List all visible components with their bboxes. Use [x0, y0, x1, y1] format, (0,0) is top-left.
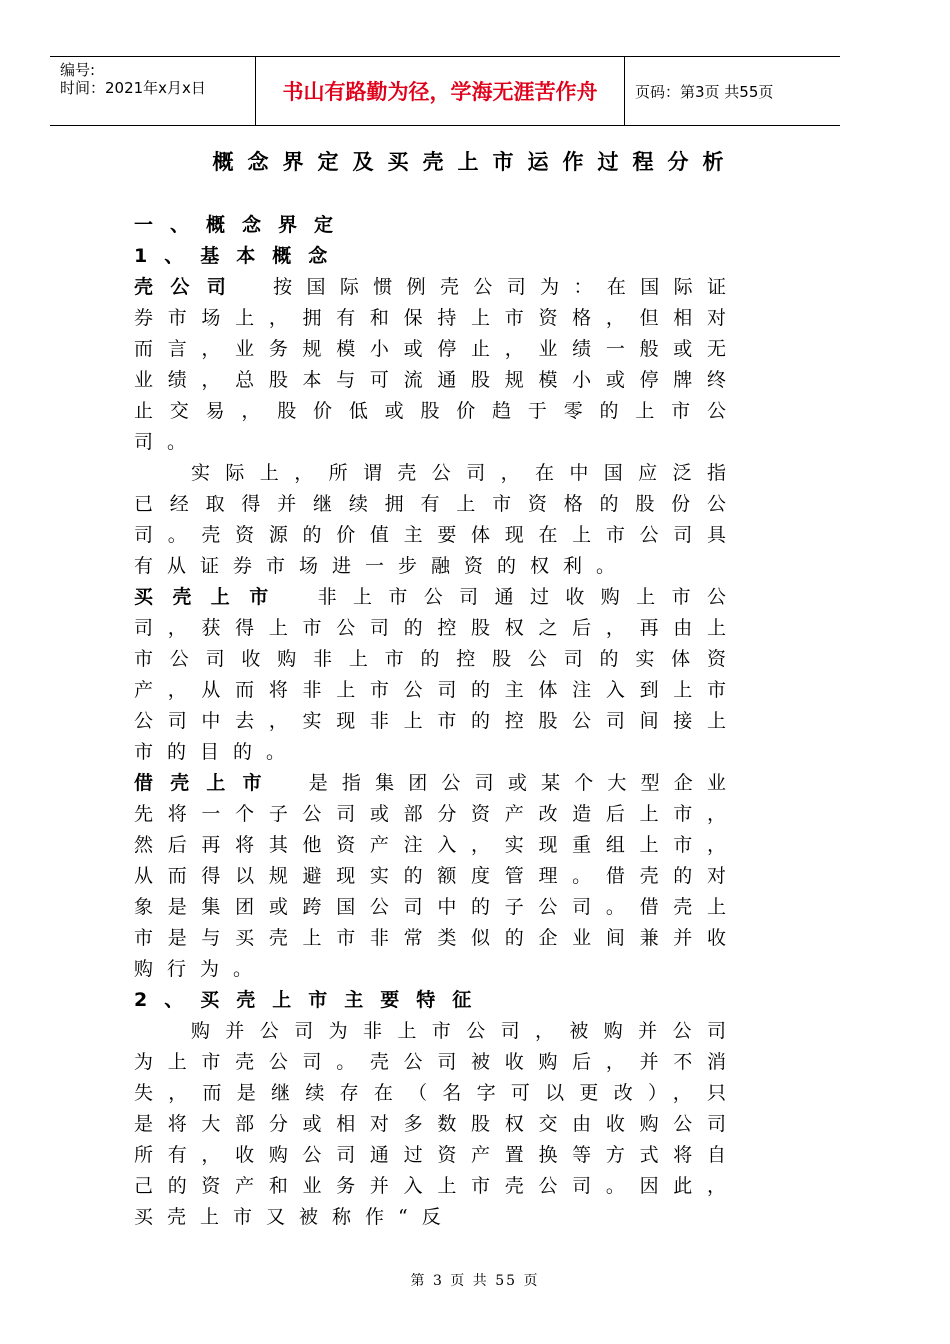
document-title: 概念界定及买壳上市运作过程分析 — [212, 150, 738, 174]
document-body — [134, 210, 740, 1233]
page-footer: 第 3 页 共 55 页 — [410, 1273, 540, 1289]
definition-borrow-shell — [134, 768, 740, 985]
subsection-heading: 1、基本概念 — [134, 245, 345, 267]
page-header — [50, 56, 840, 126]
subsection-heading: 2、买壳上市主要特征 — [134, 989, 489, 1011]
definition-text: 按国际惯例壳公司为：在国际证券市场上，拥有和保持上市资格，但相对而言，业务规模小或停止，业绩一般或无业绩，总股本与可流通股规模小或停牌终止交易，股价低或股价趋于零的上市公司。 — [134, 276, 740, 453]
document-number-label: 编号: — [60, 61, 96, 79]
term-buy-shell: 买壳上市 — [134, 586, 288, 608]
header-page-code: 页码：第3页 共55页 — [635, 82, 774, 101]
definition-buy-shell — [134, 582, 740, 768]
definition-text: 是指集团公司或某个大型企业先将一个子公司或部分资产改造后上市，然后再将其他资产注入，实现重组上市，从而得以规避现实的额度管理。借壳的对象是集团或跨国公司中的子公司。借壳上市是与买壳上市非常类似的企业间兼并收购行为。 — [134, 772, 740, 980]
document-date: 时间：2021年x月x日 — [60, 79, 206, 97]
header-meta — [50, 57, 255, 125]
section-heading: 一、概念界定 — [134, 214, 351, 236]
term-shell-company: 壳公司 — [134, 276, 244, 298]
definition-shell-company — [134, 272, 740, 458]
definition-text: 非上市公司通过收购上市公司，获得上市公司的控股权之后，再由上市公司收购非上市的控股公司的实体资产，从而将非上市公司的主体注入到上市公司中去，实现非上市的控股公司间接上市的目的。 — [134, 586, 740, 763]
paragraph-shell-note: 实际上，所谓壳公司，在中国应泛指已经取得并继续拥有上市资格的股份公司。壳资源的价值主要体现在上市公司具有从证券市场进一步融资的权利。 — [134, 462, 740, 577]
paragraph-features: 购并公司为非上市公司，被购并公司为上市壳公司。壳公司被收购后，并不消失，而是继续存在（名字可以更改），只是将大部分或相对多数股权交由收购公司所有，收购公司通过资产置换等方式将自己的资产和业务并入上市壳公司。因此，买壳上市又被称作“反 — [134, 1020, 740, 1228]
term-borrow-shell: 借壳上市 — [134, 772, 279, 794]
header-motto: 书山有路勤为径，学海无涯苦作舟 — [255, 57, 625, 125]
